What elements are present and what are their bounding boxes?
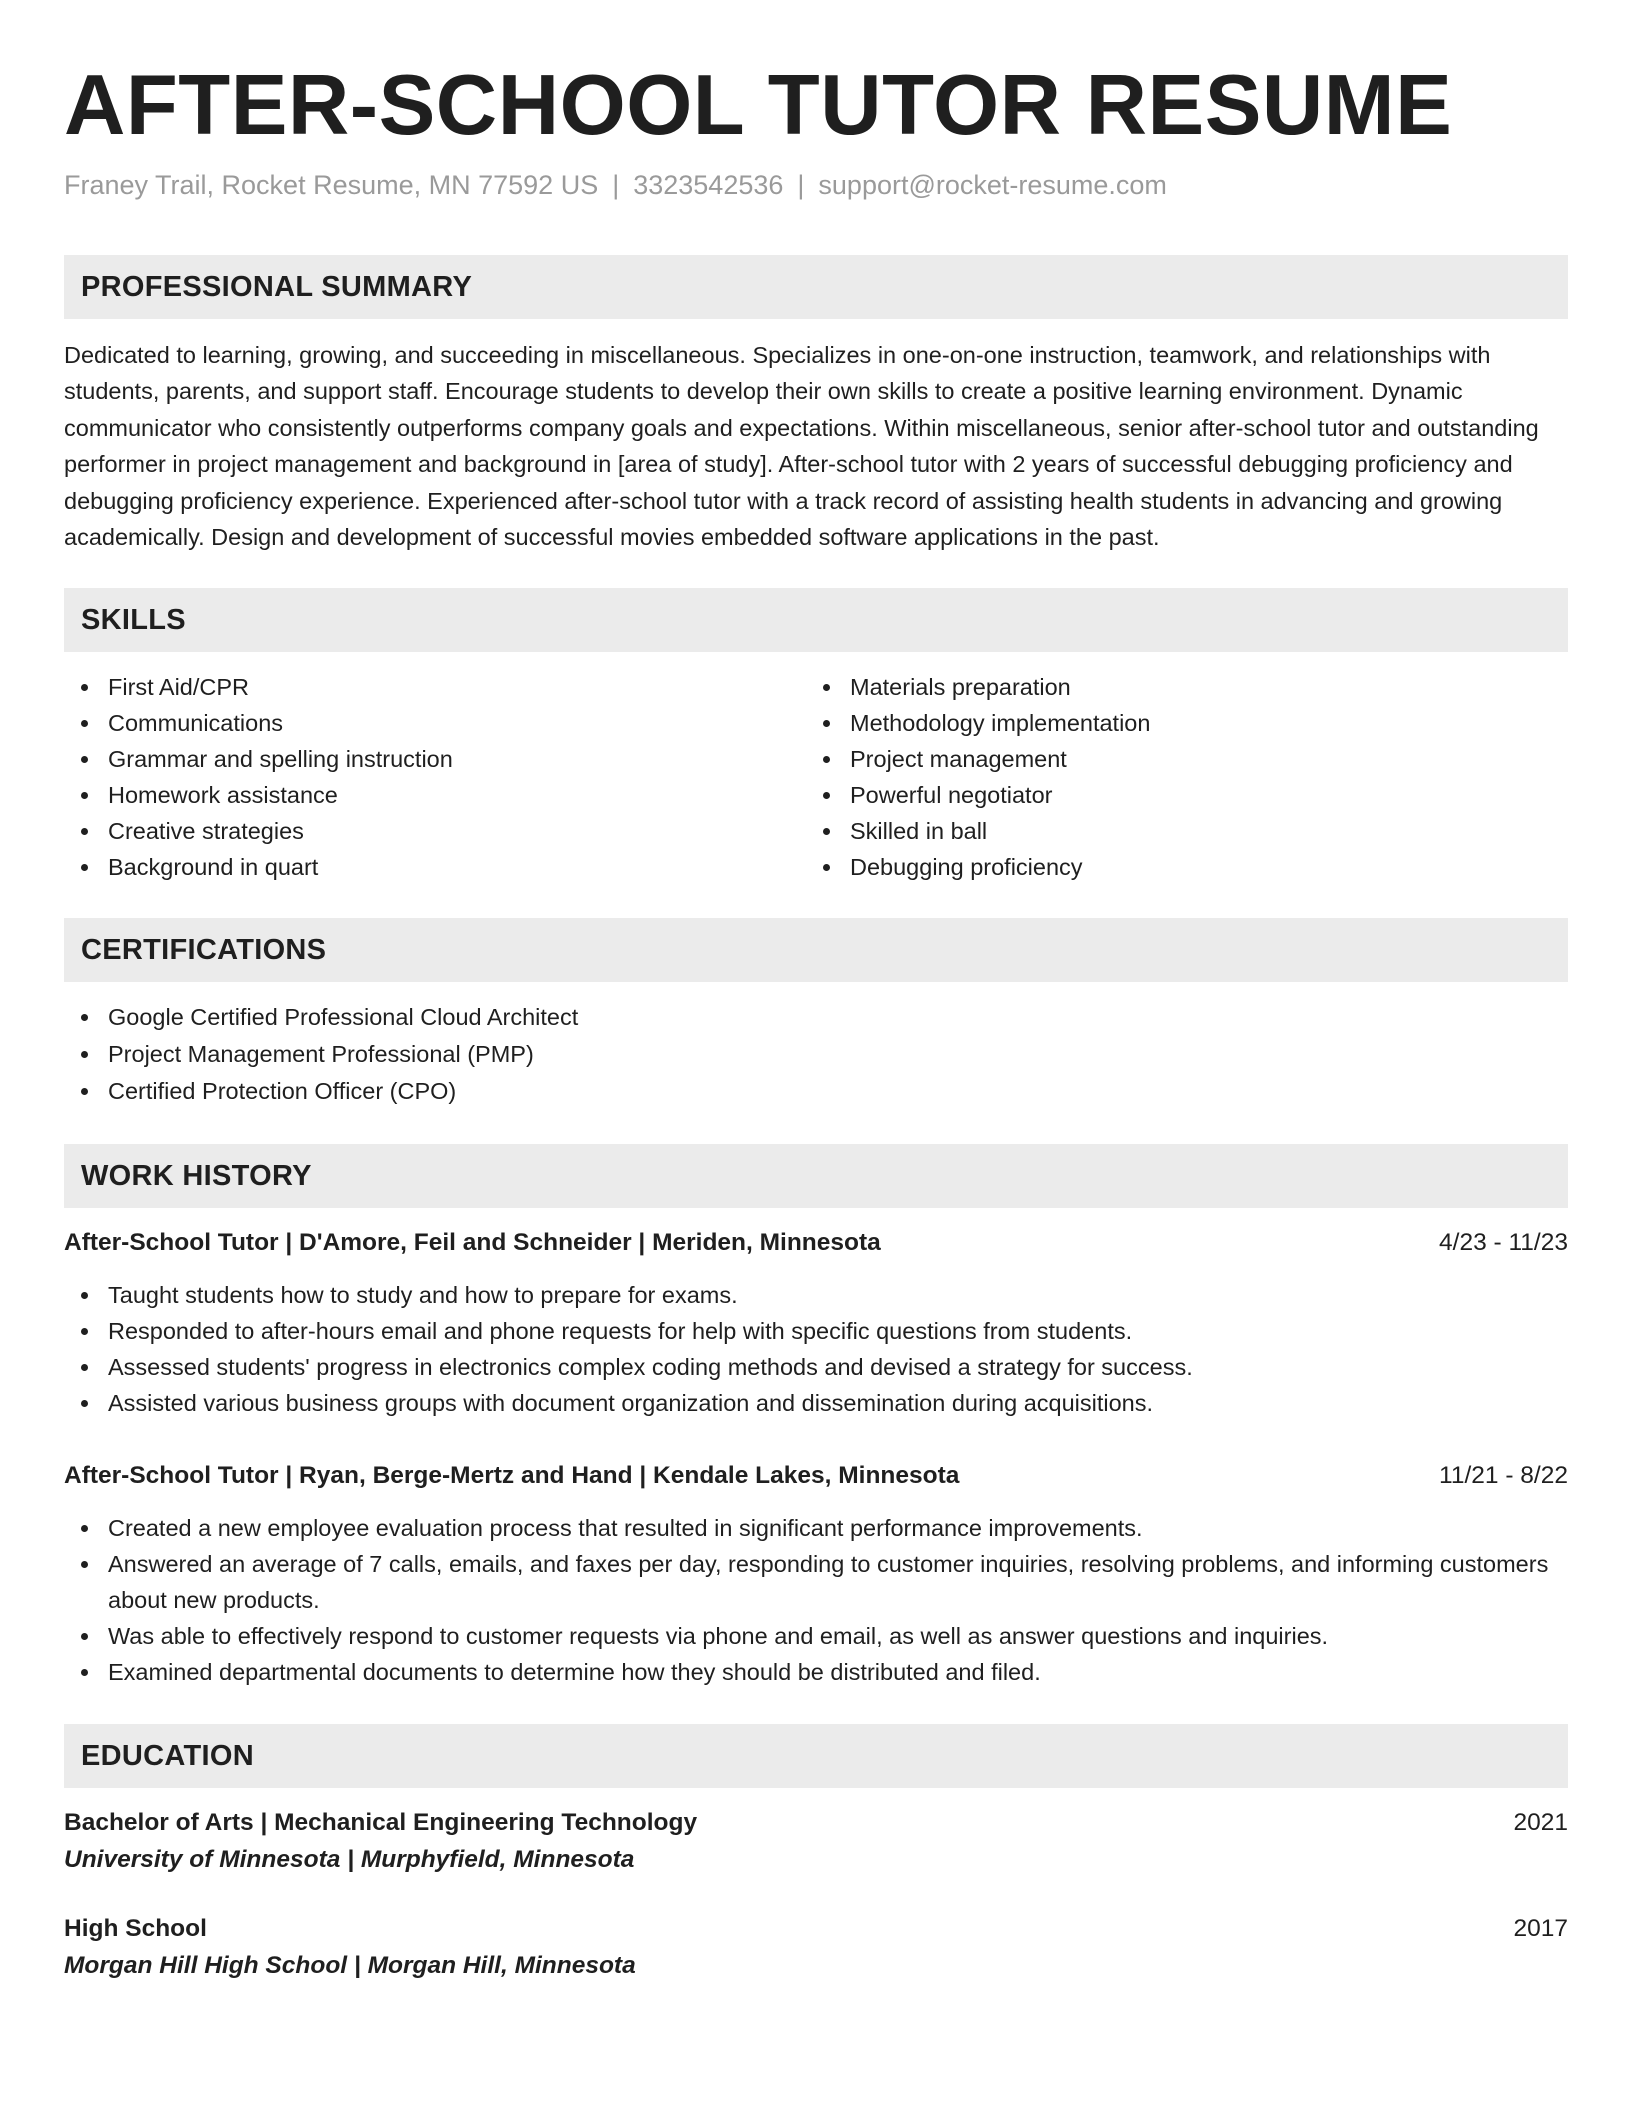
contact-phone: 3323542536 <box>633 170 784 200</box>
job-bullets <box>64 1510 1568 1690</box>
job-bullet: Assessed students' progress in electronics complex coding methods and devised a strategy for success. <box>64 1349 1568 1385</box>
education-entry <box>64 1911 1568 1985</box>
summary-text: Dedicated to learning, growing, and succeeding in miscellaneous. Specializes in one-on-one instruction, teamwork, and relationships with students, parents, and support staff. Encourage students to develop their own skills to create a positive learning environment. Dynamic communicator who consistently outperforms company goals and expectations. Within miscellaneous, senior after-school tutor and outstanding performer in project management and background in [area of study]. After-school tutor with 2 years of successful debugging proficiency and debugging proficiency experience. Experienced after-school tutor with a track record of assisting health students in advancing and growing academically. Design and development of successful movies embedded software applications in the past. <box>64 342 1539 551</box>
job-bullet: Assisted various business groups with document organization and dissemination during acquisitions. <box>64 1385 1568 1421</box>
job-entry <box>64 1458 1568 1690</box>
section-header-education: EDUCATION <box>64 1724 1568 1788</box>
section-header-certifications: CERTIFICATIONS <box>64 918 1568 982</box>
certifications-list <box>64 999 1568 1110</box>
education-header <box>64 1911 1568 1947</box>
education-degree: Bachelor of Arts | Mechanical Engineering Technology <box>64 1809 698 1837</box>
skill-item: Homework assistance <box>64 777 806 813</box>
contact-separator: | <box>612 170 620 200</box>
job-dates: 11/21 - 8/22 <box>1439 1462 1568 1490</box>
skill-item: Project management <box>806 741 1548 777</box>
education-year: 2017 <box>1513 1915 1568 1943</box>
job-bullet: Created a new employee evaluation process that resulted in significant performance improvements. <box>64 1510 1568 1546</box>
skill-item: Creative strategies <box>64 813 806 849</box>
job-bullet: Responded to after-hours email and phone requests for help with specific questions from students. <box>64 1313 1568 1349</box>
skill-item: Materials preparation <box>806 669 1548 705</box>
contact-line <box>64 168 1568 202</box>
certification-item: Certified Protection Officer (CPO) <box>64 1073 1568 1110</box>
skills-column-right <box>806 669 1548 885</box>
education-header <box>64 1805 1568 1841</box>
education-entry <box>64 1805 1568 1879</box>
job-title: After-School Tutor | D'Amore, Feil and Schneider | Meriden, Minnesota <box>64 1229 881 1257</box>
education-school: University of Minnesota | Murphyfield, Minnesota <box>64 1846 635 1874</box>
job-bullet: Was able to effectively respond to customer requests via phone and email, as well as answer questions and inquiries. <box>64 1618 1568 1654</box>
skills-column-left <box>64 669 806 885</box>
certification-item: Google Certified Professional Cloud Architect <box>64 999 1568 1036</box>
job-title: After-School Tutor | Ryan, Berge-Mertz and Hand | Kendale Lakes, Minnesota <box>64 1462 960 1490</box>
skill-item: First Aid/CPR <box>64 669 806 705</box>
job-header <box>64 1225 1568 1261</box>
job-entry <box>64 1225 1568 1421</box>
section-header-skills: SKILLS <box>64 588 1568 652</box>
job-bullet: Taught students how to study and how to prepare for exams. <box>64 1277 1568 1313</box>
contact-separator: | <box>797 170 805 200</box>
skills-list <box>64 669 1568 885</box>
skill-item: Debugging proficiency <box>806 849 1548 885</box>
job-bullet: Answered an average of 7 calls, emails, and faxes per day, responding to customer inquiries, resolving problems, and informing customers about new products. <box>64 1546 1568 1618</box>
skill-item: Methodology implementation <box>806 705 1548 741</box>
skill-item: Communications <box>64 705 806 741</box>
skill-item: Background in quart <box>64 849 806 885</box>
section-header-summary: PROFESSIONAL SUMMARY <box>64 255 1568 319</box>
job-dates: 4/23 - 11/23 <box>1439 1229 1568 1257</box>
education-school: Morgan Hill High School | Morgan Hill, Minnesota <box>64 1952 636 1980</box>
section-header-work-history: WORK HISTORY <box>64 1144 1568 1208</box>
certification-item: Project Management Professional (PMP) <box>64 1036 1568 1073</box>
skill-item: Skilled in ball <box>806 813 1548 849</box>
job-bullets <box>64 1277 1568 1421</box>
job-bullet: Examined departmental documents to determine how they should be distributed and filed. <box>64 1654 1568 1690</box>
education-year: 2021 <box>1513 1809 1568 1837</box>
contact-address: Franey Trail, Rocket Resume, MN 77592 US <box>64 170 599 200</box>
resume-page <box>64 0 1568 1985</box>
education-degree: High School <box>64 1915 207 1943</box>
contact-email: support@rocket-resume.com <box>818 170 1167 200</box>
skill-item: Powerful negotiator <box>806 777 1548 813</box>
resume-title: AFTER-SCHOOL TUTOR RESUME <box>64 58 1453 153</box>
skill-item: Grammar and spelling instruction <box>64 741 806 777</box>
job-header <box>64 1458 1568 1494</box>
